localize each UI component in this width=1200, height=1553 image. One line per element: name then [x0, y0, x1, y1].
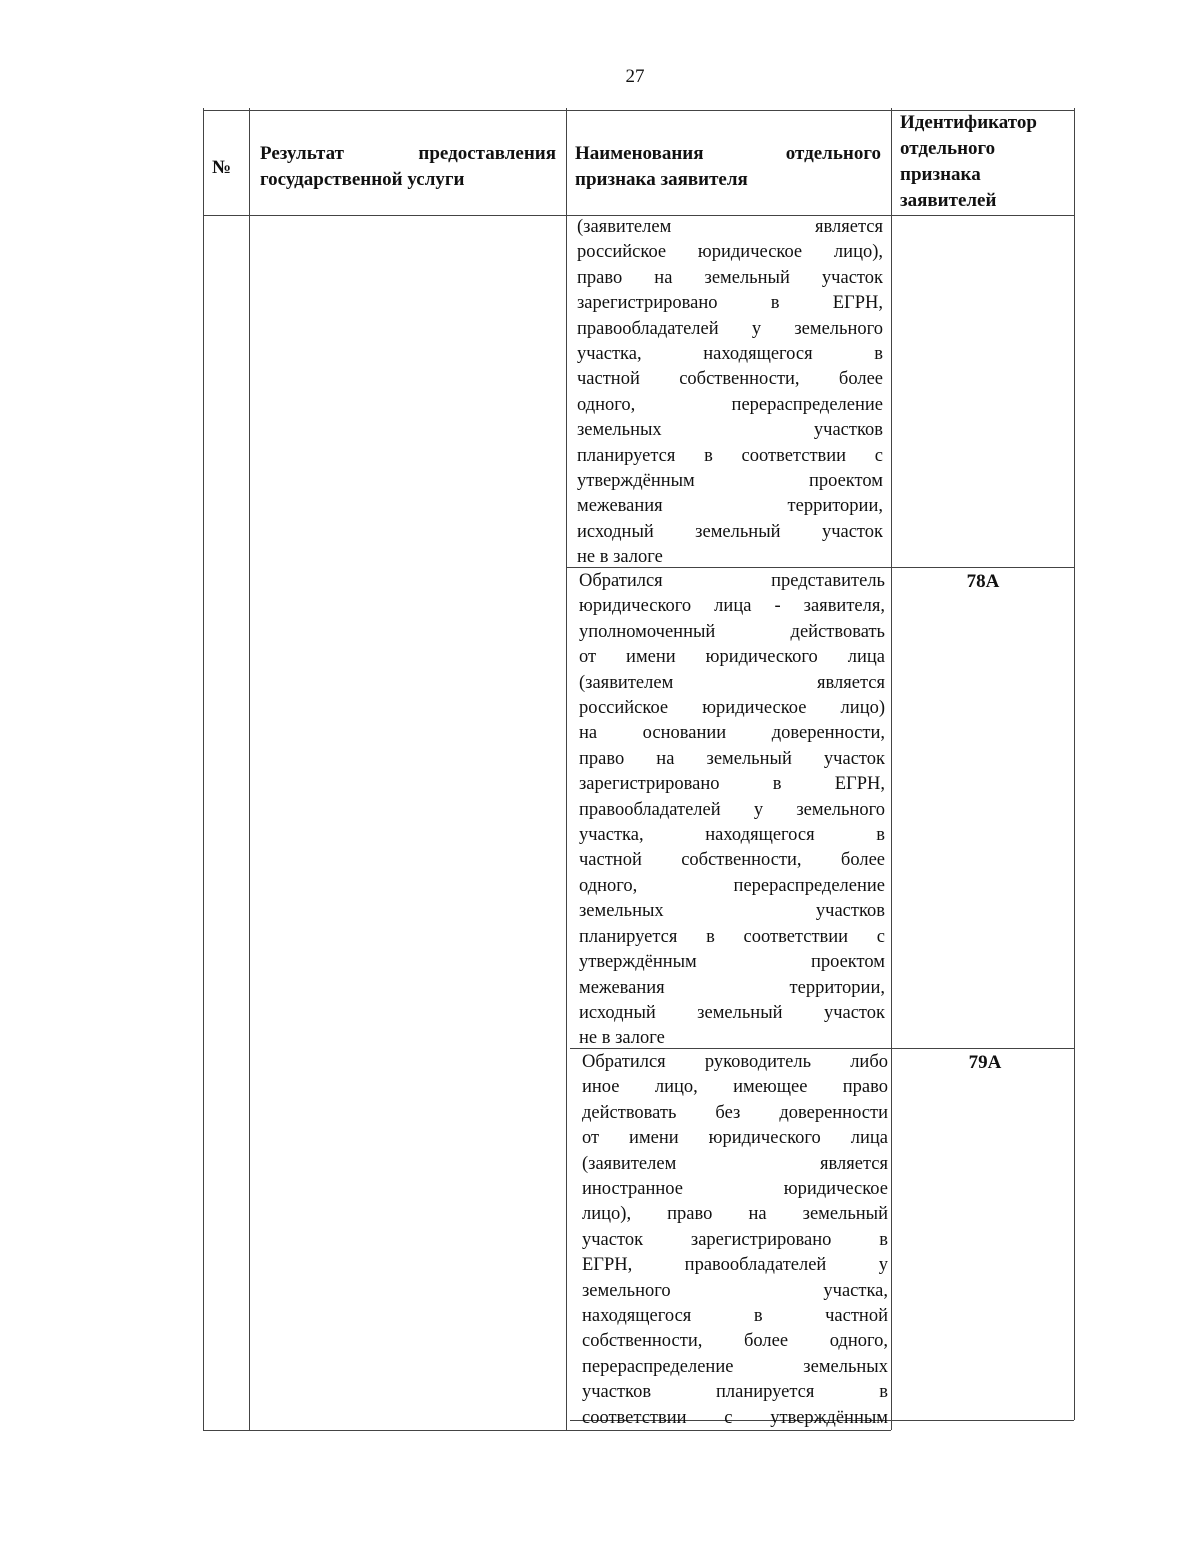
text-line: одного, перераспределение	[579, 875, 885, 896]
row-2-attribute-text	[579, 569, 885, 1052]
text-line: планируется в соответствии с	[577, 445, 883, 466]
text-line: иностранное юридическое	[582, 1179, 888, 1200]
header-number: №	[212, 157, 232, 178]
text-line: право на земельный участок	[577, 267, 883, 288]
text-line: соответствии с утверждённым	[582, 1407, 888, 1428]
text-line: иное лицо, имеющее право	[582, 1077, 888, 1098]
text-line: участка, находящегося в	[579, 825, 885, 846]
text-line: лицо), право на земельный	[582, 1204, 888, 1225]
text-line: участков планируется в	[582, 1382, 888, 1403]
text-line: действовать без доверенности	[582, 1102, 888, 1123]
page-number: 27	[625, 66, 645, 87]
text-line: уполномоченный действовать	[579, 621, 885, 642]
text-line: правообладателей у земельного	[579, 799, 885, 820]
text-line: не в залоге	[577, 547, 663, 568]
text-line: перераспределение земельных	[582, 1356, 888, 1377]
text-line: межевания территории,	[579, 977, 885, 998]
header-identifier-line: заявителей	[900, 190, 997, 211]
text-line: (заявителем является	[582, 1153, 888, 1174]
text-line: юридического лица - заявителя,	[579, 596, 885, 617]
row-2-identifier: 78А	[966, 571, 1000, 592]
text-line: участка, находящегося в	[577, 344, 883, 365]
table-divider-result	[566, 108, 567, 1430]
header-result: Результат предоставления государственной услуги	[260, 143, 556, 190]
text-line: Обратился представитель	[579, 571, 885, 591]
row-1-attribute-text	[577, 215, 883, 571]
text-line: собственности, более одного,	[582, 1331, 888, 1352]
text-line: зарегистрировано в ЕГРН,	[577, 293, 883, 314]
text-line: земельных участков	[579, 901, 885, 922]
table-border-right	[1074, 108, 1075, 1420]
text-line: исходный земельный участок	[577, 521, 883, 542]
text-line: планируется в соответствии с	[579, 926, 885, 947]
row-3-identifier: 79А	[968, 1052, 1002, 1073]
text-line: (заявителем является	[579, 672, 885, 693]
text-line: утверждённым проектом	[579, 952, 885, 973]
text-line: от имени юридического лица	[579, 647, 885, 668]
table-divider-num	[249, 108, 250, 1430]
text-line: не в залоге	[579, 1028, 665, 1049]
text-line: межевания территории,	[577, 496, 883, 517]
header-attribute-name: Наименования отдельного признака заявителя	[575, 143, 881, 190]
text-line: на основании доверенности,	[579, 723, 885, 744]
text-line: российское юридическое лицо),	[577, 242, 883, 263]
header-identifier	[900, 110, 1070, 214]
text-line: частной собственности, более	[577, 369, 883, 390]
header-identifier-line: отдельного	[900, 138, 996, 159]
text-line: земельного участка,	[582, 1280, 888, 1301]
text-line: право на земельный участок	[579, 748, 885, 769]
header-identifier-line: Идентификатор	[900, 112, 1037, 133]
text-line: исходный земельный участок	[579, 1002, 885, 1023]
table-border-left	[203, 108, 204, 1430]
header-identifier-line: признака	[900, 164, 981, 185]
text-line: находящегося в частной	[582, 1306, 888, 1327]
text-line: от имени юридического лица	[582, 1128, 888, 1149]
text-line: правообладателей у земельного	[577, 318, 883, 339]
text-line: одного, перераспределение	[577, 394, 883, 415]
text-line: ЕГРН, правообладателей у	[582, 1255, 888, 1276]
text-line: участок зарегистрировано в	[582, 1229, 888, 1250]
text-line: зарегистрировано в ЕГРН,	[579, 774, 885, 795]
text-line: (заявителем является	[577, 217, 883, 237]
text-line: земельных участков	[577, 420, 883, 441]
text-line: утверждённым проектом	[577, 471, 883, 492]
text-line: российское юридическое лицо)	[579, 698, 885, 719]
text-line: частной собственности, более	[579, 850, 885, 871]
row-3-attribute-text	[582, 1050, 888, 1431]
table-divider-name	[891, 108, 892, 1430]
text-line: Обратился руководитель либо	[582, 1052, 888, 1072]
